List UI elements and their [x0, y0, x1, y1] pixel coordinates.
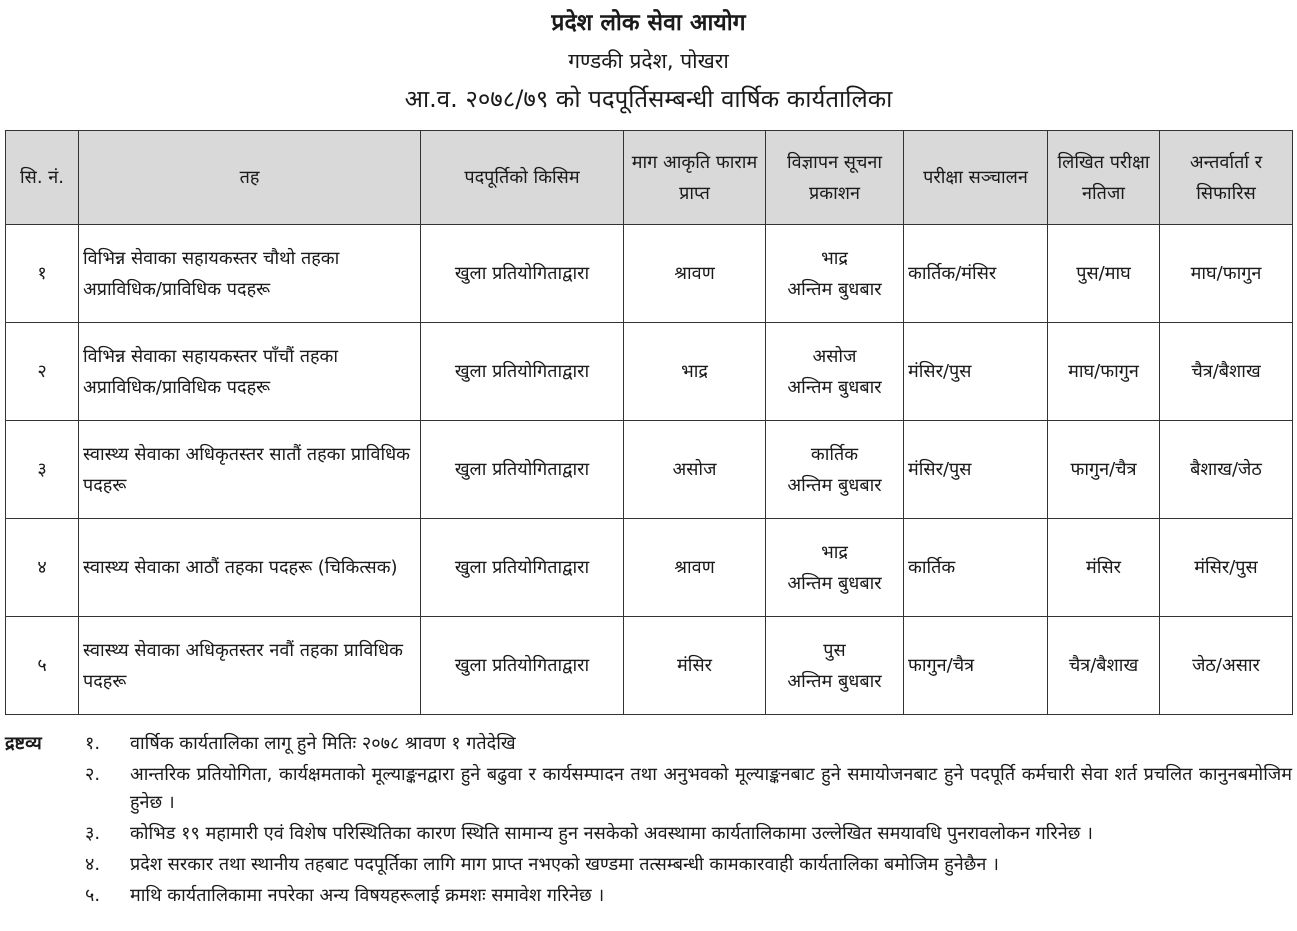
- ad-day: अन्तिम बुधबार: [787, 376, 882, 398]
- col-header-type: पदपूर्तिको किसिम: [421, 131, 624, 225]
- cell-interview: माघ/फागुन: [1160, 225, 1293, 323]
- cell-advertisement: [766, 225, 904, 323]
- note-text: आन्तरिक प्रतियोगिता, कार्यक्षमताको मूल्याङ्कनद्वारा हुने बढुवा र कार्यसम्पादन तथा अनुभवको मूल्याङ्कनबाट हुने समायोजनबाट हुने पदपूर्ति कर्मचारी सेवा शर्त प्रचलित कानुनबमोजिम हुनेछ ।: [130, 764, 1292, 813]
- cell-level: स्वास्थ्य सेवाका आठौं तहका पदहरू (चिकित्सक): [79, 519, 421, 617]
- cell-demand: मंसिर: [624, 617, 766, 715]
- cell-sn: ३: [6, 421, 79, 519]
- cell-level: स्वास्थ्य सेवाका अधिकृतस्तर नवौं तहका प्राविधिक पदहरू: [79, 617, 421, 715]
- col-header-sn: सि. नं.: [6, 131, 79, 225]
- col-header-result: लिखित परीक्षा नतिजा: [1048, 131, 1160, 225]
- cell-type: खुला प्रतियोगिताद्वारा: [421, 519, 624, 617]
- cell-advertisement: [766, 519, 904, 617]
- cell-interview: बैशाख/जेठ: [1160, 421, 1293, 519]
- note-number: २.: [85, 764, 101, 785]
- cell-interview: जेठ/असार: [1160, 617, 1293, 715]
- cell-advertisement: [766, 617, 904, 715]
- cell-result: मंसिर: [1048, 519, 1160, 617]
- cell-level: स्वास्थ्य सेवाका अधिकृतस्तर सातौं तहका प्राविधिक पदहरू: [79, 421, 421, 519]
- schedule-table: [5, 130, 1293, 715]
- ad-day: अन्तिम बुधबार: [787, 474, 882, 496]
- notes-section: [5, 730, 1292, 913]
- ad-month: भाद्र: [821, 247, 848, 269]
- cell-demand: असोज: [624, 421, 766, 519]
- cell-result: फागुन/चैत्र: [1048, 421, 1160, 519]
- note-number: ४.: [85, 854, 101, 875]
- note-text: कोभिड १९ महामारी एवं विशेष परिस्थितिका कारण स्थिति सामान्य हुन नसकेको अवस्थामा कार्यतालिकामा उल्लेखित समयावधि पुनरावलोकन गरिनेछ ।: [130, 823, 1093, 844]
- cell-interview: चैत्र/बैशाख: [1160, 323, 1293, 421]
- ad-month: कार्तिक: [810, 443, 859, 465]
- col-header-advertisement: विज्ञापन सूचना प्रकाशन: [766, 131, 904, 225]
- ad-month: असोज: [812, 345, 857, 367]
- note-item: [5, 730, 1292, 758]
- cell-exam: कार्तिक/मंसिर: [904, 225, 1048, 323]
- cell-result: चैत्र/बैशाख: [1048, 617, 1160, 715]
- org-title: प्रदेश लोक सेवा आयोग: [551, 10, 746, 36]
- table-header-row: [6, 131, 1293, 225]
- ad-day: अन्तिम बुधबार: [787, 670, 882, 692]
- note-text: माथि कार्यतालिकामा नपरेका अन्य विषयहरूलाई क्रमशः समावेश गरिनेछ ।: [130, 885, 605, 906]
- table-row: [6, 617, 1293, 715]
- cell-result: माघ/फागुन: [1048, 323, 1160, 421]
- cell-sn: ४: [6, 519, 79, 617]
- ad-month: भाद्र: [821, 541, 848, 563]
- cell-exam: फागुन/चैत्र: [904, 617, 1048, 715]
- org-location: गण्डकी प्रदेश, पोखरा: [568, 49, 729, 73]
- note-item: [5, 820, 1292, 848]
- cell-interview: मंसिर/पुस: [1160, 519, 1293, 617]
- table-row: [6, 421, 1293, 519]
- cell-level: विभिन्न सेवाका सहायकस्तर पाँचौं तहका अप्राविधिक/प्राविधिक पदहरू: [79, 323, 421, 421]
- col-header-level: तह: [79, 131, 421, 225]
- document-header: [0, 4, 1297, 118]
- col-header-exam: परीक्षा सञ्चालन: [904, 131, 1048, 225]
- cell-sn: २: [6, 323, 79, 421]
- note-item: [5, 882, 1292, 910]
- note-text: प्रदेश सरकार तथा स्थानीय तहबाट पदपूर्तिका लागि माग प्राप्त नभएको खण्डमा तत्सम्बन्धी कामकारवाही कार्यतालिका बमोजिम हुनेछैन ।: [130, 854, 999, 875]
- cell-exam: मंसिर/पुस: [904, 421, 1048, 519]
- cell-sn: १: [6, 225, 79, 323]
- note-number: १.: [85, 733, 101, 754]
- cell-type: खुला प्रतियोगिताद्वारा: [421, 617, 624, 715]
- note-item: [5, 851, 1292, 879]
- table-row: [6, 323, 1293, 421]
- note-item: [5, 761, 1292, 817]
- cell-type: खुला प्रतियोगिताद्वारा: [421, 421, 624, 519]
- cell-exam: कार्तिक: [904, 519, 1048, 617]
- col-header-interview: अन्तर्वार्ता र सिफारिस: [1160, 131, 1293, 225]
- note-number: ५.: [85, 885, 101, 906]
- table-row: [6, 225, 1293, 323]
- cell-result: पुस/माघ: [1048, 225, 1160, 323]
- cell-demand: श्रावण: [624, 225, 766, 323]
- cell-demand: श्रावण: [624, 519, 766, 617]
- cell-demand: भाद्र: [624, 323, 766, 421]
- ad-day: अन्तिम बुधबार: [787, 278, 882, 300]
- col-header-demand: माग आकृति फाराम प्राप्त: [624, 131, 766, 225]
- cell-advertisement: [766, 421, 904, 519]
- ad-month: पुस: [823, 639, 846, 661]
- ad-day: अन्तिम बुधबार: [787, 572, 882, 594]
- note-number: ३.: [85, 823, 101, 844]
- cell-exam: मंसिर/पुस: [904, 323, 1048, 421]
- cell-level: विभिन्न सेवाका सहायकस्तर चौथो तहका अप्राविधिक/प्राविधिक पदहरू: [79, 225, 421, 323]
- cell-advertisement: [766, 323, 904, 421]
- note-text: वार्षिक कार्यतालिका लागू हुने मितिः २०७८ श्रावण १ गतेदेखि: [130, 733, 516, 754]
- table-row: [6, 519, 1293, 617]
- document-title: आ.व. २०७८/७९ को पदपूर्तिसम्बन्धी वार्षिक कार्यतालिका: [404, 85, 893, 113]
- cell-type: खुला प्रतियोगिताद्वारा: [421, 323, 624, 421]
- cell-type: खुला प्रतियोगिताद्वारा: [421, 225, 624, 323]
- notes-label: द्रष्टव्य: [5, 733, 42, 754]
- cell-sn: ५: [6, 617, 79, 715]
